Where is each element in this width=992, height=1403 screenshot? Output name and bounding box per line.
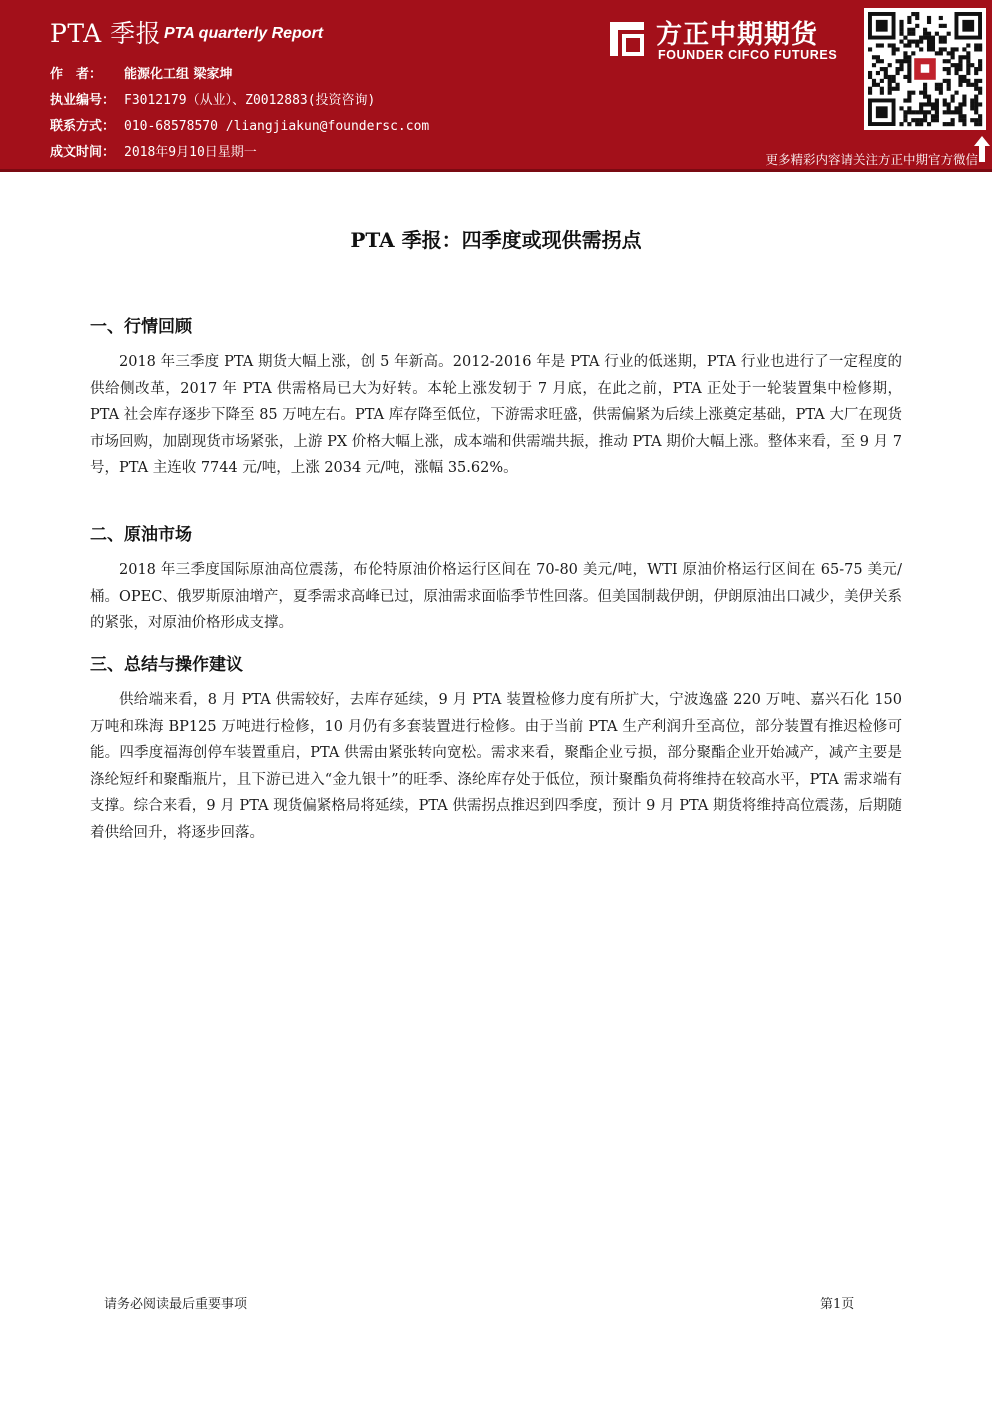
meta-row-date <box>50 140 429 166</box>
section-crude-oil <box>90 522 902 647</box>
meta-value-date: 2018年9月10日星期一 <box>124 145 257 160</box>
section-paragraph: 供给端来看，8 月 PTA 供需较好，去库存延续，9 月 PTA 装置检修力度有所扩大，宁波逸盛 220 万吨、嘉兴石化 150 万吨和珠海 BP125 万吨进行检修，10 月仍有多套装置进行检修。由于当前 PTA 生产利润升至高位，部分装置有推迟检修可能。四季度福海创停车装置重启，PTA 供需由紧张转向宽松。需求来看，聚酯企业亏损，部分聚酯企业开始减产，减产主要是涤纶短纤和聚酯瓶片，且下游已进入“金九银十”的旺季、涤纶库存处于低位，预计聚酯负荷将维持在较高水平，PTA 需求端有支撑。综合来看，9 月 PTA 现货偏紧格局将延续，PTA 供需拐点推迟到四季度，预计 9 月 PTA 期货将维持高位震荡，后期随着供给回升，将逐步回落。 <box>90 692 902 841</box>
section-paragraph: 2018 年三季度国际原油高位震荡，布伦特原油价格运行区间在 70-80 美元/吨，WTI 原油价格运行区间在 65-75 美元/桶。OPEC、俄罗斯原油增产，夏季需求高峰已过，原油需求面临季节性回落。但美国制裁伊朗，伊朗原油出口减少，美伊关系的紧张，对原油价格形成支撑。 <box>90 562 902 631</box>
report-header-band <box>0 0 992 172</box>
section-paragraph: 2018 年三季度 PTA 期货大幅上涨，创 5 年新高。2012-2016 年是 PTA 行业的低迷期，PTA 行业也进行了一定程度的供给侧改革，2017 年 PTA 供需格局已大为好转。本轮上涨发轫于 7 月底，在此之前，PTA 正处于一轮装置集中检修期，PTA 社会库存逐步下降至 85 万吨左右。PTA 库存降至低位，下游需求旺盛，供需偏紧为后续上涨奠定基础，PTA 大厂在现货市场回购，加剧现货市场紧张，上游 PX 价格大幅上涨，成本端和供需端共振，推动 PTA 期价大幅上涨。整体来看，至 9 月 7 号，PTA 主连收 7744 元/吨，上涨 2034 元/吨，涨幅 35.62%。 <box>90 354 902 476</box>
meta-label-contact: 联系方式： <box>50 119 116 134</box>
footer-page-number: 第1页 <box>820 1297 855 1312</box>
founder-logo-icon <box>604 16 650 62</box>
document-title: PTA 季报：四季度或现供需拐点 <box>350 228 642 252</box>
meta-label-license: 执业编号： <box>50 93 116 108</box>
meta-label-author: 作 者： <box>50 67 103 82</box>
logo-chinese-name: 方正中期期货 <box>656 20 819 50</box>
meta-value-author: 能源化工组 梁家坤 <box>124 67 233 82</box>
meta-label-date: 成文时间： <box>50 145 116 160</box>
qr-code-icon <box>864 8 986 130</box>
report-series-subtitle: PTA quarterly Report <box>164 25 324 42</box>
report-series-title: PTA 季报 <box>50 19 162 48</box>
meta-row-contact <box>50 114 429 140</box>
footer-disclaimer-notice: 请务必阅读最后重要事项 <box>104 1297 248 1312</box>
company-logo <box>600 14 856 66</box>
wechat-follow-text: 更多精彩内容请关注方正中期官方微信 <box>765 152 978 167</box>
section-heading: 二、原油市场 <box>90 525 192 545</box>
logo-english-name: FOUNDER CIFCO FUTURES <box>658 48 838 62</box>
section-heading: 一、行情回顾 <box>90 317 192 337</box>
meta-value-contact: 010-68578570 /liangjiakun@foundersc.com <box>124 119 430 134</box>
section-summary <box>90 652 902 856</box>
author-meta-block <box>50 62 429 166</box>
section-heading: 三、总结与操作建议 <box>90 655 243 675</box>
meta-value-license: F3012179（从业）、Z0012883(投资咨询) <box>124 93 376 108</box>
meta-row-author <box>50 62 429 88</box>
meta-row-license <box>50 88 429 114</box>
wechat-qr-code <box>864 8 986 130</box>
section-market-review <box>90 314 902 492</box>
